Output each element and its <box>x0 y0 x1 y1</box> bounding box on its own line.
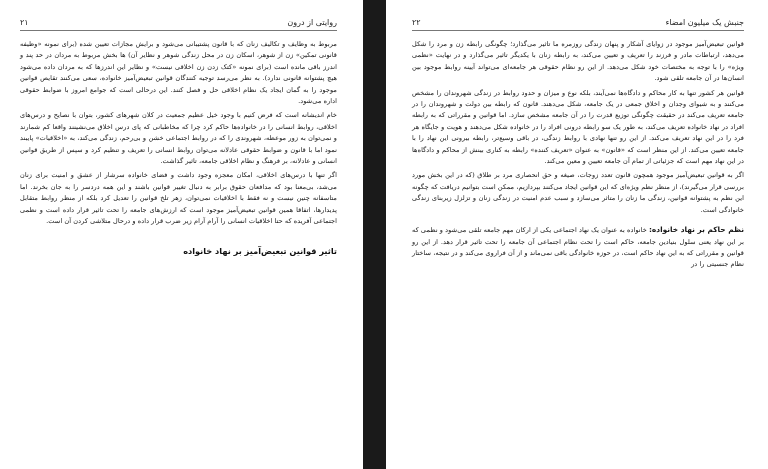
right-page-header <box>412 18 744 31</box>
left-page-number: ۲۱ <box>20 18 29 27</box>
right-paragraph-1: قوانین تبعیض‌آمیز موجود در زوایای آشکار و پنهان زندگی روزمره ما تاثیر می‌گذارد؛ چگونگی رابطه زن و مرد را شکل می‌دهد، ارتباطات مادر و فرزند را تعریف و تعیین می‌کند، به رابطه زنان با یکدیگر تاثیر می‌گذارد و در نهایت «نظمی ویژه» را با توجه به مختصات خود شکل می‌دهد. از این رو نظام حقوقی هر جامعه‌ای می‌تواند آیینه روابط موجود بین انسان‌ها در آن جامعه تلقی شود. <box>412 40 744 83</box>
right-page-header-title: جنبش یک میلیون امضاء <box>665 18 744 27</box>
right-paragraph-3: اگر به قوانین تبعیض‌آمیز موجود همچون قانون تعدد زوجات، صیغه و حق انحصاری مرد بر طلاق (که در این بخش مورد بررسی قرار می‌گیرند)، از منظر نظم ویژه‌ای که این قوانین ایجاد می‌کنند بپردازیم، ممکن است بتوانیم دریافت که چگونه این نظم به پشتوانه قوانین، زندگی ما زنان را متاثر می‌سازد و سبب عدم امنیت در زندگی زنان و تزلزل زیربنای زندگی خانوادگی است. <box>412 171 744 214</box>
right-section-body: خانواده به عنوان یک نهاد اجتماعی یکی از ارکان مهم جامعه تلقی می‌شود و نظمی که بر این نهاد یعنی سلول بنیادین جامعه، حاکم است را تحت نظام اجتماعی آن جامعه را تحت تاثیر قرار دهد. از این رو قوانین و مقرراتی که به این نهاد حاکم است، در حوزه خانوادگی باقی نمی‌ماند و از آن فراروی می‌کند و در نتیجه، ساختار نظام جنسیتی را در <box>412 226 744 269</box>
left-paragraph-2: خام اندیشانه است که فرض کنیم با وجود خیل عظیم جمعیت در کلان شهرهای کشور، بتوان با نصایح و درس‌های اخلاقی، روابط انسانی را در خانواده‌ها حاکم کرد چرا که مخاطبانی که پای درس اخلاق می‌نشینند واقعا کم شمارند و نمی‌توان به زور موعظه، شهروندی را که در روابط اجتماعی خشن و بی‌رحم، زندگی می‌کند، به «اخلاقیات» پایبند نمود اما با قانون و ضوابط حقوقی عادلانه می‌توان روابط انسانی را تعریف و تنظیم کرد و سپس از طریق قوانین انسانی و عادلانه، بر فرهنگ و نظام اخلاقی جامعه، تاثیر گذاشت. <box>20 111 337 166</box>
left-page-header <box>20 18 337 31</box>
page-gutter <box>363 0 386 469</box>
right-page-number: ۲۲ <box>412 18 421 27</box>
right-section-paragraph <box>412 224 744 271</box>
left-paragraph-1: مربوط به وظایف و تکالیف زنان که با قانون پشتیبانی می‌شود و برایش مجازات تعیین شده (برای نمونه «وظیفه قانونی تمکین» زن از شوهر، اسکان زن در محل زندگی شوهر و نظایر آن) ها بخش مربوط به مردان در حد پند و اندرز باقی مانده است (برای نمونه «کتک زدن زن اخلاقی نیست» و نظایر این اندرزها که به مردان داده می‌شود هیچ پشتوانه قانونی ندارد). به نظر می‌رسد توجیه کنندگان قوانین تبعیض‌آمیز خانواده، سعی می‌کنند تقایص قوانین موجود را به گمان ایجاد یک نظام اخلاقی حل و فصل کنند. این درحالی است که جوامع امروز با ضوابط حقوقی اداره می‌شود. <box>20 40 337 106</box>
left-section-heading: تاثیر قوانین تبعیض‌آمیز بر نهاد خانواده <box>183 245 337 256</box>
left-paragraph-3: اگر تنها با درس‌های اخلاقی، امکان معجزه وجود داشت و فضای خانواده سرشار از عشق و امنیت برای زنان می‌شد، بی‌معنا بود که مدافعان حقوق برابر به دنبال تغییر قوانین باشند و این همه دردسر را به جان بخرند. اما متاسفانه چنین نیست و نه فقط با اخلاقیات نمی‌توان، زهر تلخ قوانین را تعدیل کرد بلکه از منظر روابط متقابل پدیدارها، اتفاقا همین قوانین تبعیض‌آمیز موجود است که ارزش‌های جامعه را تحت تاثیر قرار داده است و نظمی اجتماعی آفریده که حتا اخلاقیات انسانی را آرام آرام زیر ضرب قرار داده و درحال متلاشی کردن آن است. <box>20 171 337 226</box>
right-page <box>386 0 768 469</box>
right-section-lead: نظم حاکم بر نهاد خانواده: <box>648 225 744 235</box>
left-page <box>0 0 363 469</box>
left-page-header-title: روایتی از درون <box>287 18 337 27</box>
right-paragraph-2: قوانین هر کشور تنها به کار محاکم و دادگاه‌ها نمی‌آیند، بلکه نوع و میزان و حدود روابط در زندگی شهروندان را مشخص می‌کنند و به شیوای وجدان و اخلاق جمعی در یک جامعه، شکل می‌دهند. قانون که رابطه بین دولت و شهروندان را در جامعه تعریف می‌کند در حقیقت چگونگی توزیع قدرت را در آن جامعه مشخص سازد. اما قوانین و مقرراتی که به رابطه افراد در نهاد خانواده تعریف می‌کند، به طور یک سو رابطه درونی افراد را در خانواده شکل می‌دهند و هویت و جایگاه هر فرد را در این نهاد تعریف می‌کند. از این رو تنها نهادی با روابط زندگی، در باقی وسیع‌تر، رابطه بیرونی این نهاد را با جامعه تعیین می‌کند. از این منظر است که «قانون» به عنوان «تعریف کننده» رابطه به کناری بینش از محاکم و دادگاه‌ها در این نهاد مهم است که جزئیاتی از تمام آن جامعه تعیین و معین می‌کند. <box>412 88 744 166</box>
